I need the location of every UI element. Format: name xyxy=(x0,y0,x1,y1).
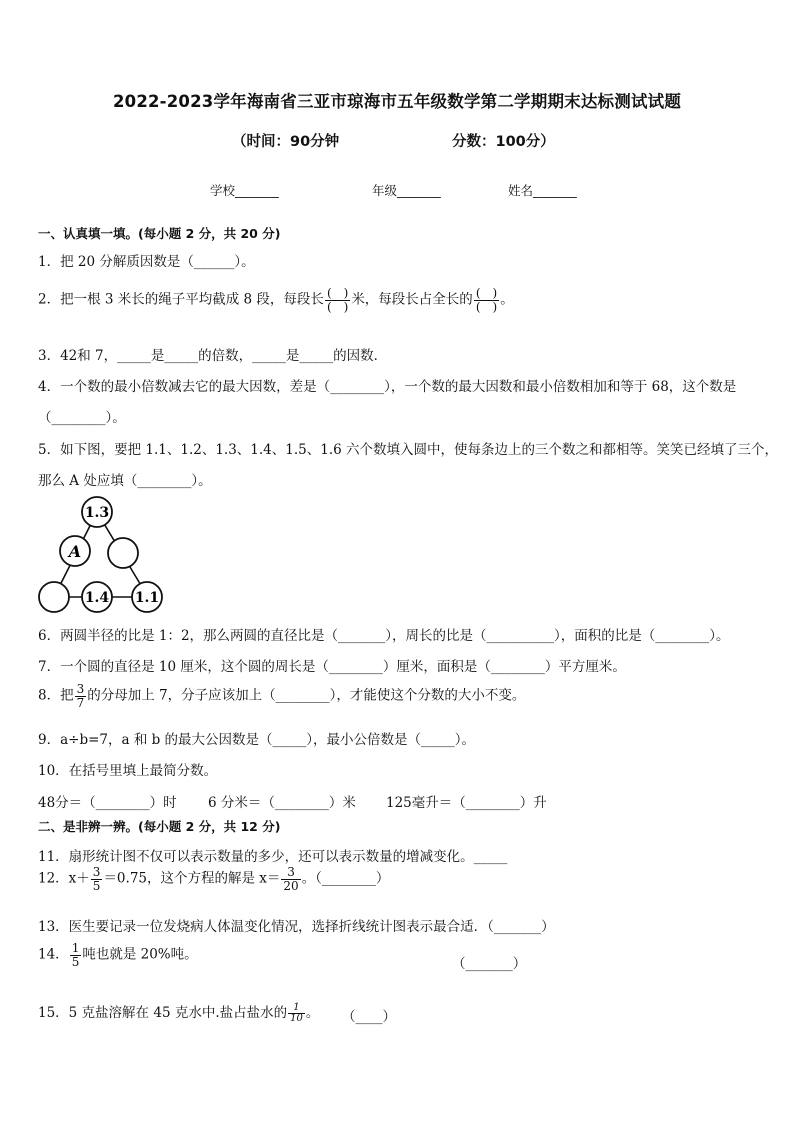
question-14-blank[interactable]: （_______） xyxy=(452,956,527,972)
exam-time: （时间：90分钟 xyxy=(232,134,340,150)
name-field[interactable]: 姓名_______ xyxy=(508,183,577,198)
question-12 xyxy=(38,866,389,892)
question-4-line-2: （________）。 xyxy=(38,410,126,426)
fraction-blank-2[interactable]: $\frac{( )}{( )}$ xyxy=(475,286,498,314)
question-12-text-c: 。（________） xyxy=(301,870,390,887)
grade-field[interactable]: 年级_______ xyxy=(372,183,441,198)
question-9: 9．a÷b=7，a 和 b 的最大公因数是（_____），最小公倍数是（_____）。 xyxy=(38,732,476,748)
label-top: 1.3 xyxy=(84,505,110,521)
question-2-text-a: 2．把一根 3 米长的绳子平均截成 8 段，每段长 xyxy=(38,291,324,308)
fraction-3-20: $\frac{3}{20}$ xyxy=(283,865,299,893)
question-10: 10．在括号里填上最简分数。 xyxy=(38,763,218,779)
school-field[interactable]: 学校_______ xyxy=(210,183,279,198)
circle-bottom-left xyxy=(39,582,69,612)
fraction-blank-1[interactable]: $\frac{( )}{( )}$ xyxy=(326,286,349,314)
question-4-line-1: 4．一个数的最小倍数减去它的最大因数，差是（________），一个数的最大因数和最小倍数相加和等于 68，这个数是 xyxy=(38,379,737,395)
question-15-text-b: 。 xyxy=(305,1005,320,1021)
section-1-heading: 一、认真填一填。(每小题 2 分，共 20 分) xyxy=(38,226,281,241)
page-title: 2022-2023学年海南省三亚市琼海市五年级数学第二学期期末达标测试试题 xyxy=(112,92,682,111)
triangle-circle-diagram xyxy=(37,495,165,613)
fraction-3-7: $\frac{3}{7}$ xyxy=(76,682,85,710)
fraction-3-5: $\frac{3}{5}$ xyxy=(92,865,101,893)
question-2-text-c: 。 xyxy=(500,291,514,308)
question-8-text-b: 的分母加上 7，分子应该加上（________），才能使这个分数的大小不变。 xyxy=(87,687,526,704)
question-15 xyxy=(38,1001,319,1025)
question-15-blank[interactable]: （____） xyxy=(342,1009,396,1025)
question-10-item-3: 125毫升＝（________）升 xyxy=(386,795,547,811)
question-12-text-a: 12．x＋ xyxy=(38,870,90,887)
question-1: 1．把 20 分解质因数是（______）。 xyxy=(38,254,255,270)
question-15-text-a: 15．5 克盐溶解在 45 克水中.盐占盐水的 xyxy=(38,1005,288,1021)
question-5-line-1: 5．如下图，要把 1.1、1.2、1.3、1.4、1.5、1.6 六个数填入圆中，使每条边上的三个数之和都相等。笑笑已经填了三个， xyxy=(38,442,778,458)
label-bottom-right: 1.1 xyxy=(134,590,160,606)
fraction-1-10: $\frac{1}{10}$ xyxy=(290,1001,303,1024)
question-13: 13．医生要记录一位发烧病人体温变化情况，选择折线统计图表示最合适．（_______） xyxy=(38,919,555,935)
question-12-text-b: ＝0.75，这个方程的解是 x＝ xyxy=(103,870,281,887)
label-a: A xyxy=(68,542,82,561)
question-11: 11．扇形统计图不仅可以表示数量的多少，还可以表示数量的增减变化。_____ xyxy=(38,849,508,865)
question-8 xyxy=(38,683,525,709)
question-10-item-1: 48分＝（________）时 xyxy=(38,795,177,811)
question-7: 7．一个圆的直径是 10 厘米，这个圆的周长是（________）厘米，面积是（________）平方厘米。 xyxy=(38,659,626,675)
question-6: 6．两圆半径的比是 1：2，那么两圆的直径比是（_______），周长的比是（__________），面积的比是（________）。 xyxy=(38,628,730,644)
circle-right-mid xyxy=(108,538,138,568)
label-bottom-mid: 1.4 xyxy=(84,590,110,606)
section-2-heading: 二、是非辨一辨。(每小题 2 分，共 12 分) xyxy=(38,819,281,834)
question-5-line-2: 那么 A 处应填（________）。 xyxy=(38,473,212,489)
question-2-text-b: 米，每段长占全长的 xyxy=(351,291,473,308)
question-14-text-b: 吨也就是 20%吨。 xyxy=(82,946,198,963)
question-14 xyxy=(38,942,198,968)
question-14-text-a: 14． xyxy=(38,946,69,963)
question-8-text-a: 8．把 xyxy=(38,687,74,704)
question-3: 3．42和 7，_____是_____的倍数，_____是_____的因数． xyxy=(38,348,388,364)
exam-score: 分数：100分） xyxy=(452,134,555,150)
fraction-1-5: $\frac{1}{5}$ xyxy=(71,941,80,969)
question-2 xyxy=(38,287,514,313)
question-10-item-2: 6 分米＝（________）米 xyxy=(208,795,356,811)
